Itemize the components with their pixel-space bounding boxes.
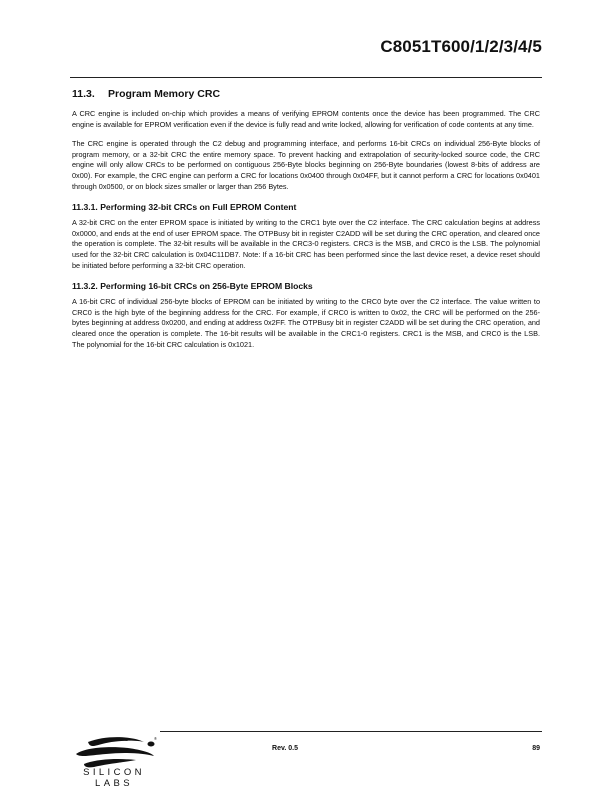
page-content bbox=[72, 88, 540, 359]
subsection-1-paragraph: A 32-bit CRC on the enter EPROM space is initiated by writing to the CRC1 byte over the C2 interface. The CRC calculation begins at address 0x0000, and ends at the end of user EPROM space. The OTPBusy bit in register C2ADD will be set during the CRC operation, and cleared once the operation is complete. The 32-bit results will be available in the CRC3-0 registers. CRC3 is the MSB, and CRC0 is the LSB. The polynomial used for the 32-bit CRC calculation is 0x04C11DB7. Note: If a 16-bit CRC has been performed since the last device reset, a device reset should be initiated before performing a 32-bit CRC operation. bbox=[72, 218, 540, 270]
section-number: 11.3. bbox=[72, 88, 95, 100]
subsection-2-paragraph: A 16-bit CRC of individual 256-byte blocks of EPROM can be initiated by writing to the CRC0 byte over the C2 interface. The value written to CRC0 is the high byte of the beginning address for the CRC. For example, if CRC0 is written to 0x02, the CRC will be performed on the 256-bytes beginning at address 0x0200, and ending at address 0x2FF. The OTPBusy bit in register C2ADD will be set during the CRC operation, and cleared once the operation is complete. The 16-bit results will be available in the CRC1-0 registers. CRC1 is the MSB, and CRC0 is the LSB. The polynomial for the 16-bit CRC calculation is 0x1021. bbox=[72, 297, 540, 349]
subsection-1-heading: 11.3.1. Performing 32-bit CRCs on Full EPROM Content bbox=[72, 202, 297, 213]
document-title: C8051T600/1/2/3/4/5 bbox=[380, 37, 542, 56]
section-title: Program Memory CRC bbox=[108, 88, 221, 100]
section-paragraph-1: A CRC engine is included on-chip which provides a means of verifying EPROM contents once the device has been programmed. The CRC engine is available for EPROM verification even if the device is fully read and write locked, allowing for verification of code contents at any time. bbox=[72, 109, 540, 129]
section-heading bbox=[72, 88, 540, 100]
subsection-2-heading: 11.3.2. Performing 16-bit CRCs on 256-Byte EPROM Blocks bbox=[72, 281, 313, 292]
svg-text:®: ® bbox=[154, 736, 157, 741]
footer-divider bbox=[160, 731, 542, 732]
logo-wordmark: SILICON LABS bbox=[83, 767, 145, 789]
header-divider bbox=[70, 77, 542, 78]
section-paragraph-2: The CRC engine is operated through the C2 debug and programming interface, and performs 16-bit CRCs on individual 256-Byte blocks of program memory, or a 32-bit CRC the entire memory space. To prevent hacking and extrapolation of security-locked source code, the CRC engine will only allow CRCs to be performed on contiguous 256-Byte blocks beginning on 256-Byte boundaries (lowest 8-bits of address are 0x00). For example, the CRC engine can perform a CRC for locations 0x0400 through 0x04FF, but it cannot perform a CRC for locations 0x0401 through 0x0500, or on block sizes smaller or larger than 256 Bytes. bbox=[72, 139, 540, 191]
revision-label: Rev. 0.5 bbox=[272, 745, 298, 752]
page-number: 89 bbox=[532, 745, 540, 752]
